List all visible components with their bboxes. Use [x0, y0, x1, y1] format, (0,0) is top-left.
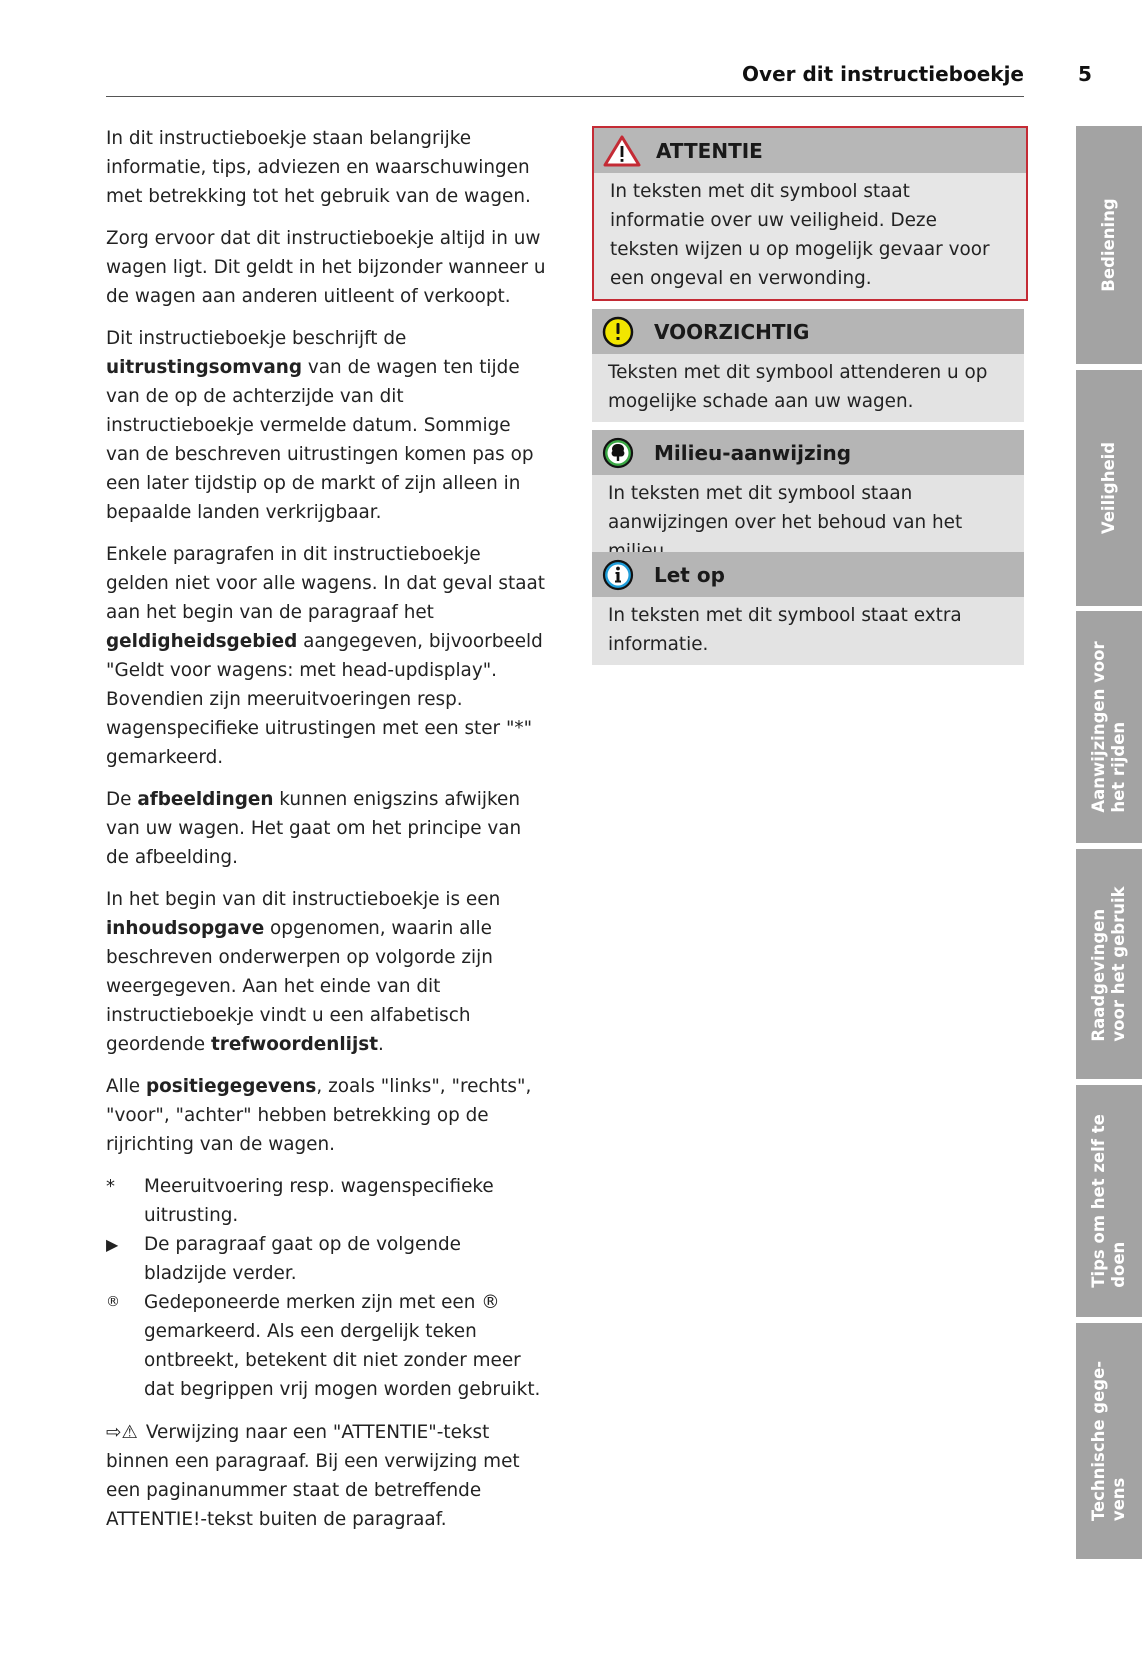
- header-divider: [106, 96, 1024, 97]
- milieu-title: Milieu-aanwijzing: [654, 440, 852, 465]
- legend-text: Gedeponeerde merken zijn met een ® gemarkeerd. Als een dergelijk teken ontbreekt, betekent dit niet zonder meer dat begrippen vrij mogen worden gebruikt.: [144, 1292, 541, 1400]
- bold-term-geldigheidsgebied: geldigheidsgebied: [106, 631, 298, 652]
- text-run: De: [106, 789, 138, 810]
- warning-triangle-icon: [602, 134, 642, 168]
- section-tab-veiligheid[interactable]: [1076, 370, 1142, 606]
- bold-term-trefwoordenlijst: trefwoordenlijst: [210, 1034, 379, 1055]
- letop-title: Let op: [654, 562, 725, 587]
- attentie-text: In teksten met dit symbool staat informatie over uw veiligheid. Deze teksten wijzen u op mogelijk gevaar voor een ongeval en verwonding.: [594, 173, 1026, 299]
- section-tab-bediening[interactable]: [1076, 126, 1142, 364]
- voorzichtig-box: [592, 309, 1024, 422]
- intro-column: [106, 124, 548, 1547]
- manual-location-paragraph: Zorg ervoor dat dit instructieboekje altijd in uw wagen ligt. Dit geldt in het bijzonder wanneer u de wagen aan anderen uitleent of verkoopt.: [106, 228, 546, 307]
- legend-text: De paragraaf gaat op de volgende bladzijde verder.: [144, 1234, 461, 1284]
- tab-label-line: doen: [1109, 1241, 1128, 1288]
- letop-box: [592, 552, 1024, 665]
- text-run: .: [378, 1034, 384, 1055]
- page-number: 5: [1078, 62, 1092, 86]
- voorzichtig-title: VOORZICHTIG: [654, 319, 810, 344]
- legend-item: [106, 1288, 548, 1404]
- continue-arrow-icon: ▶: [106, 1235, 119, 1254]
- tab-label-line: vens: [1109, 1477, 1128, 1522]
- running-title: Over dit instructieboekje: [742, 62, 1024, 86]
- caution-icon: [600, 315, 640, 349]
- tab-label: [1089, 886, 1129, 1041]
- tab-label-line: Technische gege-: [1089, 1360, 1108, 1522]
- section-tab-raadgevingen[interactable]: [1076, 849, 1142, 1079]
- text-run: opgenomen, waarin alle beschreven onderwerpen op volgorde zijn weergegeven. Aan het einde van dit instructieboekje vindt u een alfabetisch geordende: [106, 918, 493, 1055]
- symbol-legend: [106, 1172, 548, 1404]
- tab-label-line: voor het gebruik: [1109, 886, 1128, 1042]
- equipment-paragraph: [106, 324, 548, 527]
- text-run: In het begin van dit instructieboekje is een: [106, 889, 501, 910]
- legend-text: Meeruitvoering resp. wagenspecifieke uitrusting.: [144, 1176, 494, 1226]
- attentie-box: [592, 126, 1028, 301]
- tab-label-line: Raadgevingen: [1089, 908, 1108, 1042]
- section-tab-aanwijzingen[interactable]: [1076, 611, 1142, 843]
- text-run: Dit instructieboekje beschrijft de: [106, 328, 407, 349]
- text-run: Alle: [106, 1076, 146, 1097]
- bold-term-positiegegevens: positiegegevens: [145, 1076, 317, 1097]
- text-run: , zoals "links", "rechts", "voor", "achter" hebben betrekking op de rijrichting van de wagen.: [106, 1076, 532, 1155]
- bold-term-afbeeldingen: afbeeldingen: [137, 789, 274, 810]
- tab-label-line: Veiligheid: [1099, 441, 1118, 535]
- registered-icon: ®: [106, 1294, 120, 1310]
- attentie-header: [594, 128, 1026, 173]
- tree-icon: [600, 436, 640, 470]
- warning-reference-paragraph: [106, 1418, 548, 1534]
- tab-label-line: het rijden: [1109, 721, 1128, 813]
- intro-paragraph: In dit instructieboekje staan belangrijke informatie, tips, adviezen en waarschuwingen met betrekking tot het gebruik van de wagen.: [106, 128, 531, 207]
- tab-label-line: Tips om het zelf te: [1089, 1114, 1108, 1288]
- legend-item: [106, 1230, 548, 1288]
- milieu-header: [592, 430, 1024, 475]
- warning-reference-text: Verwijzing naar een "ATTENTIE"-tekst binnen een paragraaf. Bij een verwijzing met een paginanummer staat de betreffende ATTENTIE!-tekst buiten de paragraaf.: [106, 1422, 520, 1530]
- text-run: Enkele paragrafen in dit instructieboekje gelden niet voor alle wagens. In dat geval staat aan het begin van de paragraaf het: [106, 544, 545, 623]
- warning-reference-icon: ⇨⚠: [106, 1422, 138, 1443]
- section-tab-tips[interactable]: [1076, 1085, 1142, 1317]
- tab-label: [1099, 442, 1119, 534]
- text-run: aangegeven, bijvoorbeeld "Geldt voor wagens: met head-updisplay". Bovendien zijn meeruitvoeringen resp. wagenspecifieke uitrustingen met een ster "*" gemarkeerd.: [106, 631, 543, 768]
- tab-label: [1099, 198, 1119, 291]
- position-paragraph: [106, 1072, 548, 1159]
- scope-paragraph: [106, 540, 548, 772]
- text-run: kunnen enigszins afwijken van uw wagen. Het gaat om het principe van de afbeelding.: [106, 789, 522, 868]
- voorzichtig-header: [592, 309, 1024, 354]
- milieu-text: In teksten met dit symbool staan aanwijzingen over het behoud van het: [592, 475, 1024, 572]
- asterisk-icon: *: [106, 1176, 115, 1197]
- tab-label-line: Bediening: [1099, 198, 1118, 292]
- info-icon: [600, 558, 640, 592]
- tab-label: [1089, 1114, 1129, 1288]
- letop-header: [592, 552, 1024, 597]
- letop-text: In teksten met dit symbool staat extra informatie.: [592, 597, 1024, 665]
- section-tab-technische-gegevens[interactable]: [1076, 1323, 1142, 1559]
- attentie-title: ATTENTIE: [656, 138, 763, 163]
- tab-label-line: Aanwijzingen voor: [1089, 641, 1108, 813]
- bold-term-inhoudsopgave: inhoudsopgave: [106, 918, 265, 939]
- contents-paragraph: [106, 885, 548, 1059]
- illustrations-paragraph: [106, 785, 548, 872]
- voorzichtig-text: Teksten met dit symbool attenderen u op mogelijke schade aan uw wagen.: [592, 354, 1024, 422]
- milieu-box: [592, 430, 1024, 572]
- legend-item: [106, 1172, 548, 1230]
- text-run: van de wagen ten tijde van de op de achterzijde van dit instructieboekje vermelde datum. Sommige van de beschreven uitrustingen komen pas op een later tijdstip op de markt of zijn alleen in bepaalde landen verkrijgbaar.: [106, 357, 534, 523]
- tab-label: [1089, 641, 1129, 812]
- bold-term-uitrustingsomvang: uitrustingsomvang: [106, 357, 303, 378]
- tab-label: [1089, 1361, 1129, 1521]
